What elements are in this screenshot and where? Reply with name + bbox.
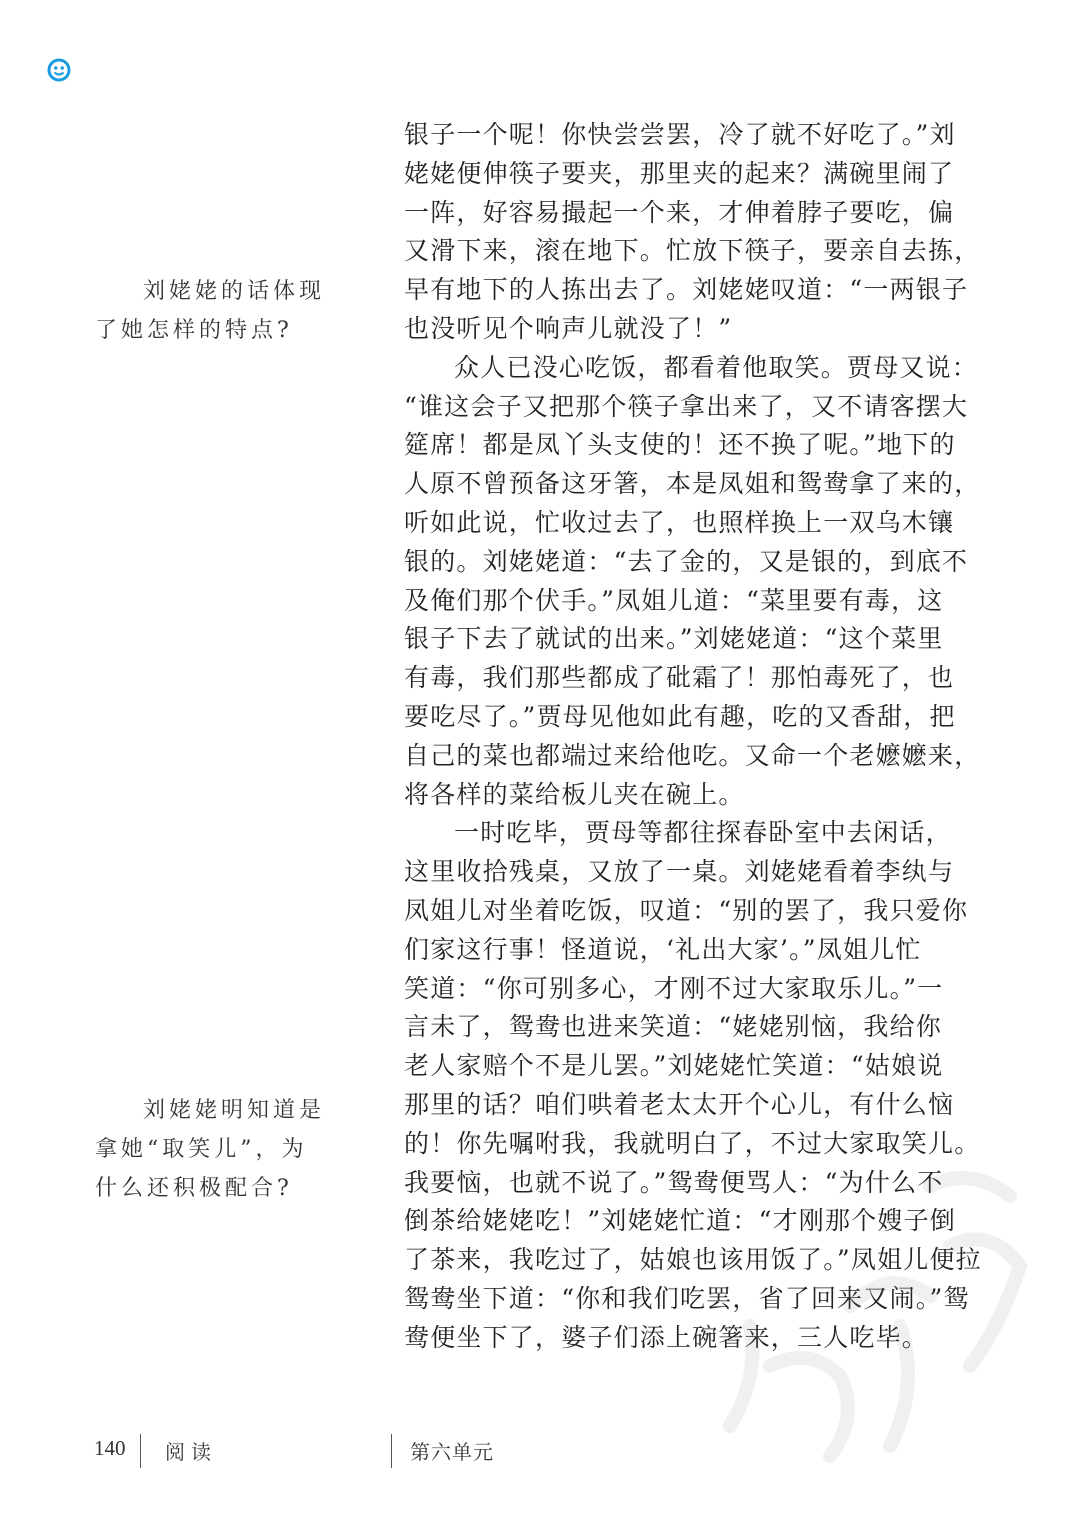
text-line: 姥姥便伸筷子要夹，那里夹的起来？满碗里闹了 — [404, 158, 955, 188]
text-line: 又滑下来，滚在地下。忙放下筷子，要亲自去拣， — [404, 236, 981, 266]
text-line: 要吃尽了。”贾母见他如此有趣，吃的又香甜，把 — [404, 701, 956, 731]
text-line: 那里的话？咱们哄着老太太开个心儿，有什么恼 — [404, 1089, 955, 1119]
side-note-line: 拿她“取笑儿”，为 — [95, 1137, 308, 1162]
text-line: 这里收拾残桌，又放了一桌。刘姥姥看着李纨与 — [404, 857, 955, 887]
text-line: 听如此说，忙收过去了，也照样换上一双乌木镶 — [404, 507, 955, 537]
side-note-2 — [95, 1091, 335, 1208]
page-number: 140 — [94, 1436, 126, 1460]
text-line: 老人家赔个不是儿罢。”刘姥姥忙笑道：“姑娘说 — [404, 1051, 944, 1081]
text-line: 倒茶给姥姥吃！”刘姥姥忙道：“才刚那个嫂子倒 — [404, 1206, 956, 1236]
footer-divider — [391, 1434, 392, 1468]
text-line: 鸯便坐下了，婆子们添上碗箸来，三人吃毕。 — [404, 1322, 929, 1352]
text-line: 将各样的菜给板儿夹在碗上。 — [404, 779, 745, 809]
footer-unit-label: 第六单元 — [410, 1440, 494, 1464]
side-note-line: 刘姥姥明知道是 — [143, 1098, 326, 1123]
text-line: 银子一个呢！你快尝尝罢，冷了就不好吃了。”刘 — [404, 120, 956, 149]
text-line: 有毒，我们那些都成了砒霜了！那怕毒死了，也 — [404, 663, 955, 693]
text-line: 鸳鸯坐下道：“你和我们吃罢，省了回来又闹。”鸳 — [404, 1283, 970, 1313]
text-line: 早有地下的人拣出去了。刘姥姥叹道：“一两银子 — [404, 275, 969, 305]
text-line: 人原不曾预备这牙箸，本是凤姐和鸳鸯拿了来的， — [404, 469, 981, 499]
side-note-1 — [95, 272, 335, 350]
text-line: “谁这会子又把那个筷子拿出来了，又不请客摆大 — [404, 391, 969, 421]
footer-divider — [140, 1434, 141, 1468]
smiley-face-icon — [47, 58, 71, 82]
text-line: 银的。刘姥姥道：“去了金的，又是银的，到底不 — [404, 546, 969, 576]
side-note-line: 刘姥姥的话体现 — [143, 279, 326, 304]
text-line: 一时吃毕，贾母等都往探春卧室中去闲话， — [454, 818, 952, 848]
text-line: 凤姐儿对坐着吃饭，叹道：“别的罢了，我只爱你 — [404, 895, 969, 925]
text-line: 我要恼，也就不说了。”鸳鸯便骂人：“为什么不 — [404, 1167, 944, 1197]
side-note-line: 了她怎样的特点? — [95, 318, 293, 343]
text-line: 也没听见个响声儿就没了！” — [404, 313, 733, 343]
text-line: 众人已没心吃饭，都看着他取笑。贾母又说： — [454, 352, 979, 382]
text-line: 笑道：“你可别多心，才刚不过大家取乐儿。”一 — [404, 973, 944, 1003]
text-line: 一阵，好容易撮起一个来，才伸着脖子要吃，偏 — [404, 197, 955, 227]
text-line: 筵席！都是凤丫头支使的！还不换了呢。”地下的 — [404, 430, 956, 460]
footer-section-label: 阅读 — [165, 1440, 217, 1464]
text-line: 言未了，鸳鸯也进来笑道：“姥姥别恼，我给你 — [404, 1012, 942, 1042]
text-line: 的！你先嘱咐我，我就明白了，不过大家取笑儿。 — [404, 1128, 981, 1158]
text-line: 了茶来，我吃过了，姑娘也该用饭了。”凤姐儿便拉 — [404, 1245, 982, 1275]
text-line: 自己的菜也都端过来给他吃。又命一个老嬷嬷来， — [404, 740, 981, 770]
text-line: 们家这行事！怪道说，‘礼出大家’。”凤姐儿忙 — [404, 934, 922, 964]
side-note-line: 什么还积极配合? — [95, 1176, 293, 1201]
text-line: 银子下去了就试的出来。”刘姥姥道：“这个菜里 — [404, 624, 944, 654]
page-footer — [0, 1432, 1080, 1472]
text-line: 及俺们那个伏手。”凤姐儿道：“菜里要有毒，这 — [404, 585, 944, 615]
